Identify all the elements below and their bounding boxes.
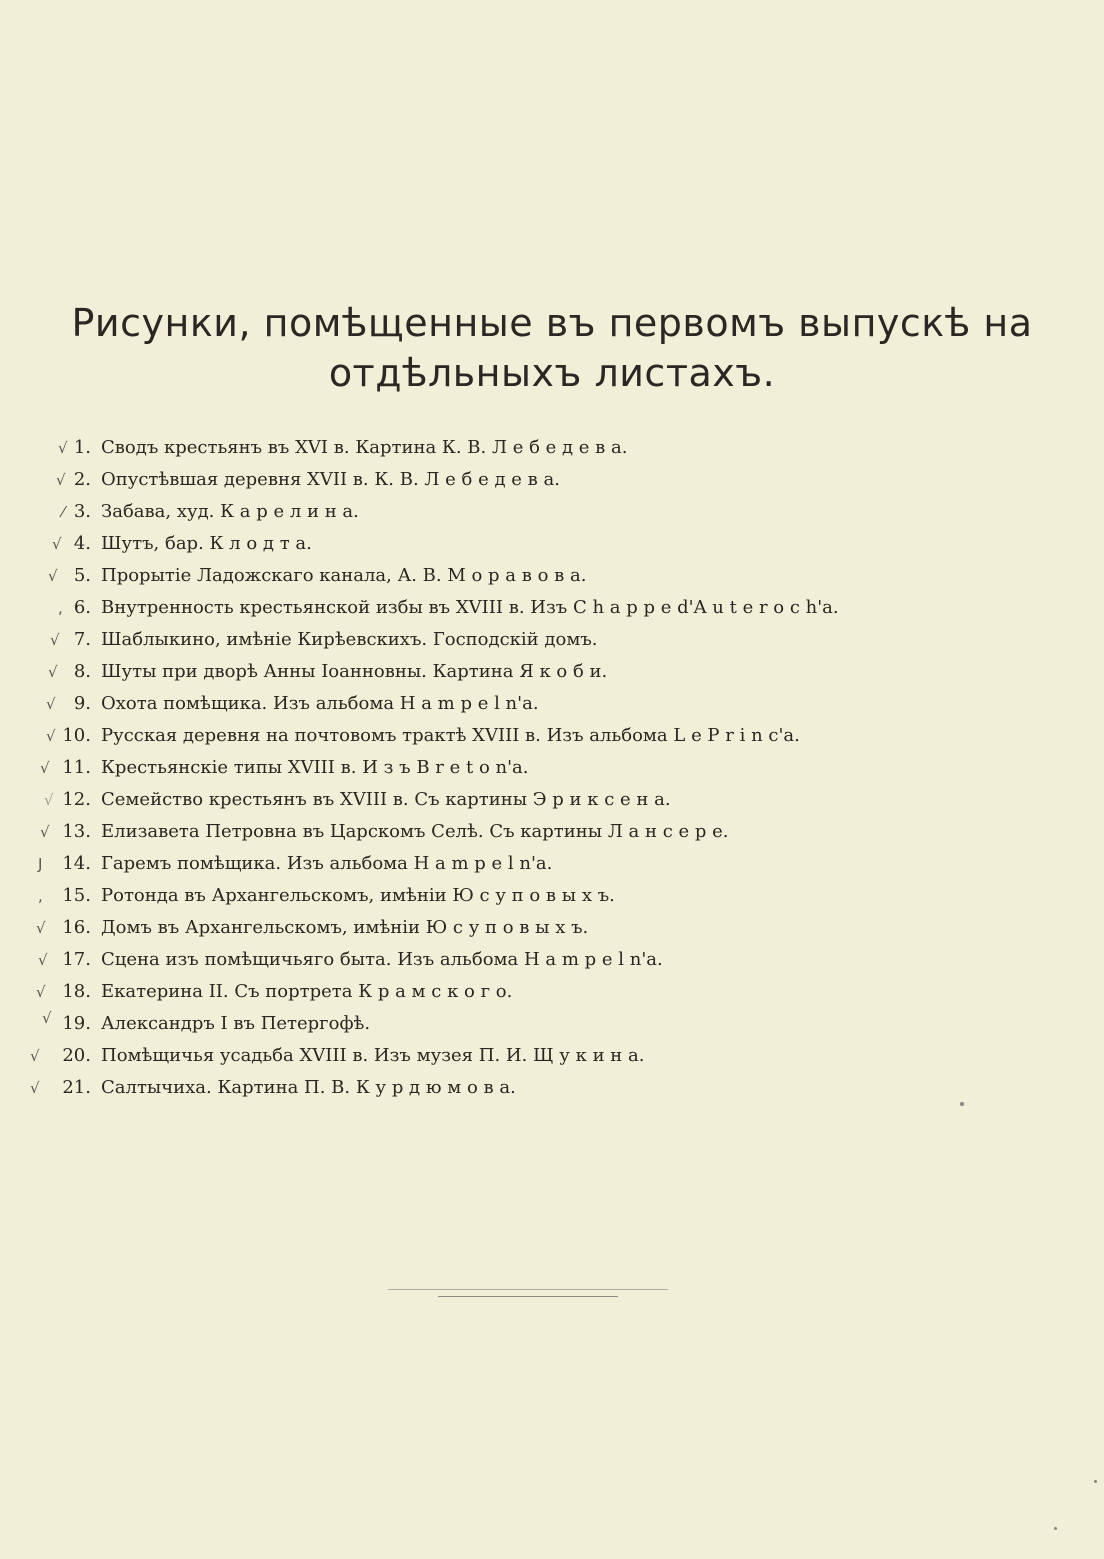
item-text: Прорытіе Ладожскаго канала, А. В. М о р а в о в а. [101, 565, 587, 586]
check-mark-icon: √ [44, 791, 54, 809]
item-number: 8. [73, 661, 91, 682]
check-mark-icon: √ [30, 1079, 40, 1097]
list-item [0, 464, 1104, 496]
item-number: 18. [62, 981, 91, 1002]
check-mark-icon: , [38, 887, 43, 905]
check-mark-icon: √ [42, 1009, 52, 1027]
item-number: 1. [73, 437, 91, 458]
paper-speck [1094, 1480, 1097, 1483]
item-number: 10. [62, 725, 91, 746]
check-mark-icon: √ [36, 919, 46, 937]
item-text: Шаблыкино, имѣніе Кирѣевскихъ. Господскій домъ. [101, 629, 598, 650]
list-item [0, 752, 1104, 784]
list-item [0, 592, 1104, 624]
list-item [0, 880, 1104, 912]
list-item [0, 624, 1104, 656]
check-mark-icon: √ [50, 631, 60, 649]
item-number: 2. [73, 469, 91, 490]
item-number: 4. [73, 533, 91, 554]
check-mark-icon: ⁄ [62, 503, 65, 521]
check-mark-icon: √ [46, 695, 56, 713]
title-line-1: Рисунки, помѣщенные въ первомъ выпускѣ на [71, 301, 1033, 345]
item-number: 13. [62, 821, 91, 842]
check-mark-icon: √ [56, 471, 66, 489]
paper-speck [1054, 1527, 1057, 1530]
item-number: 17. [62, 949, 91, 970]
check-mark-icon: √ [52, 535, 62, 553]
list-item [0, 560, 1104, 592]
item-text: Опустѣвшая деревня XVII в. К. В. Л е б е д е в а. [101, 469, 560, 490]
item-text: Русская деревня на почтовомъ трактѣ XVIII в. Изъ альбома L e P r i n c'a. [101, 725, 800, 746]
item-number: 20. [62, 1045, 91, 1066]
item-text: Ротонда въ Архангельскомъ, имѣніи Ю с у п о в ы х ъ. [101, 885, 615, 906]
item-number: 7. [73, 629, 91, 650]
list-item [0, 784, 1104, 816]
item-text: Забава, худ. К а р е л и н а. [101, 501, 359, 522]
item-text: Внутренность крестьянской избы въ XVIII в. Изъ C h a p p e d'A u t e r o c h'a. [101, 597, 839, 618]
check-mark-icon: √ [48, 663, 58, 681]
item-text: Семейство крестьянъ въ XVIII в. Съ картины Э р и к с е н а. [101, 789, 671, 810]
check-mark-icon: √ [40, 823, 50, 841]
item-number: 19. [62, 1013, 91, 1034]
check-mark-icon: √ [46, 727, 56, 745]
check-mark-icon: √ [58, 439, 68, 457]
item-text: Охота помѣщика. Изъ альбома H a m p e l n'a. [101, 693, 539, 714]
list-item [0, 1040, 1104, 1072]
list-item [0, 496, 1104, 528]
check-mark-icon: √ [38, 951, 48, 969]
title-line-2: отдѣльныхъ листахъ. [328, 351, 776, 395]
list-item [0, 656, 1104, 688]
item-text: Екатерина II. Съ портрета К р а м с к о г о. [101, 981, 513, 1002]
item-text: Гаремъ помѣщика. Изъ альбома H a m p e l n'a. [101, 853, 553, 874]
list-item [0, 1072, 1104, 1104]
item-text: Шуты при дворѣ Анны Іоанновны. Картина Я к о б и. [101, 661, 608, 682]
item-number: 3. [73, 501, 91, 522]
item-number: 6. [73, 597, 91, 618]
item-text: Крестьянскіе типы XVIII в. И з ъ B r e t o n'a. [101, 757, 529, 778]
item-number: 5. [73, 565, 91, 586]
item-text: Салтычиха. Картина П. В. К у р д ю м о в а. [101, 1077, 516, 1098]
item-number: 14. [62, 853, 91, 874]
item-text: Сводъ крестьянъ въ XVI в. Картина К. В. Л е б е д е в а. [101, 437, 628, 458]
end-rule-bottom [438, 1296, 618, 1297]
list-item [0, 976, 1104, 1008]
item-number: 11. [62, 757, 91, 778]
check-mark-icon: √ [48, 567, 58, 585]
item-text: Помѣщичья усадьба XVIII в. Изъ музея П. И. Щ у к и н а. [101, 1045, 645, 1066]
page-title [60, 298, 1044, 398]
item-number: 9. [73, 693, 91, 714]
list-item [0, 944, 1104, 976]
item-text: Шутъ, бар. К л о д т а. [101, 533, 312, 554]
end-rule-top [388, 1289, 668, 1290]
check-mark-icon: √ [40, 759, 50, 777]
item-number: 16. [62, 917, 91, 938]
item-text: Александръ I въ Петергофѣ. [101, 1013, 371, 1034]
item-number: 21. [62, 1077, 91, 1098]
list-item [0, 688, 1104, 720]
paper-speck [960, 1102, 964, 1106]
list-item [0, 1008, 1104, 1040]
list-item [0, 816, 1104, 848]
list-item [0, 912, 1104, 944]
check-mark-icon: J [38, 855, 43, 873]
list-item [0, 848, 1104, 880]
item-text: Сцена изъ помѣщичьяго быта. Изъ альбома H a m p e l n'a. [101, 949, 663, 970]
list-item [0, 528, 1104, 560]
check-mark-icon: , [58, 599, 63, 617]
check-mark-icon: √ [30, 1047, 40, 1065]
list-item [0, 720, 1104, 752]
illustration-list [0, 432, 1104, 1104]
item-text: Елизавета Петровна въ Царскомъ Селѣ. Съ картины Л а н с е р е. [101, 821, 729, 842]
item-number: 15. [62, 885, 91, 906]
check-mark-icon: √ [36, 983, 46, 1001]
item-number: 12. [62, 789, 91, 810]
item-text: Домъ въ Архангельскомъ, имѣніи Ю с у п о в ы х ъ. [101, 917, 589, 938]
list-item [0, 432, 1104, 464]
